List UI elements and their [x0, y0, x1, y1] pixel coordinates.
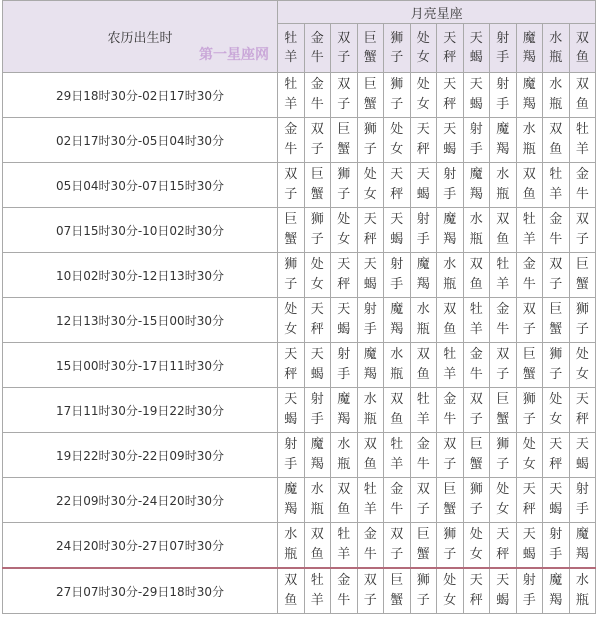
birth-time-range: 17日11时30分-19日22时30分: [3, 388, 278, 433]
moon-sign-cell: 狮 子: [569, 298, 596, 343]
moon-sign-cell: 天 蝎: [384, 208, 411, 253]
moon-sign-cell: 处 女: [304, 253, 331, 298]
moon-sign-cell: 魔 羯: [278, 478, 305, 523]
moon-sign-cell: 天 蝎: [516, 523, 543, 569]
moon-sign-cell: 处 女: [410, 73, 437, 118]
moon-sign-cell: 巨 蟹: [357, 73, 384, 118]
sign-header-cell: 天 蝎: [463, 24, 490, 73]
moon-sign-cell: 魔 羯: [516, 73, 543, 118]
moon-sign-cell: 水 瓶: [569, 568, 596, 614]
moon-sign-cell: 巨 蟹: [384, 568, 411, 614]
moon-sign-cell: 金 牛: [569, 163, 596, 208]
moon-sign-cell: 狮 子: [331, 163, 358, 208]
birth-time-range: 27日07时30分-29日18时30分: [3, 568, 278, 614]
moon-sign-cell: 魔 羯: [437, 208, 464, 253]
table-row: [3, 253, 596, 298]
moon-sign-cell: 狮 子: [463, 478, 490, 523]
moon-sign-cell: 双 鱼: [490, 208, 517, 253]
moon-sign-cell: 双 鱼: [384, 388, 411, 433]
moon-sign-cell: 天 蝎: [543, 478, 570, 523]
moon-sign-cell: 魔 羯: [463, 163, 490, 208]
time-column-header: [3, 1, 278, 73]
moon-sign-cell: 天 秤: [384, 163, 411, 208]
sign-header-cell: 狮 子: [384, 24, 411, 73]
moon-sign-cell: 双 鱼: [304, 523, 331, 569]
moon-sign-cell: 天 秤: [331, 253, 358, 298]
moon-sign-cell: 魔 羯: [543, 568, 570, 614]
moon-sign-cell: 牡 羊: [357, 478, 384, 523]
moon-sign-cell: 巨 蟹: [543, 298, 570, 343]
table-row: [3, 523, 596, 569]
moon-sign-cell: 水 瓶: [357, 388, 384, 433]
moon-sign-cell: 射 手: [384, 253, 411, 298]
moon-sign-cell: 双 子: [304, 118, 331, 163]
moon-sign-cell: 水 瓶: [410, 298, 437, 343]
moon-sign-cell: 金 牛: [437, 388, 464, 433]
moon-sign-cell: 牡 羊: [516, 208, 543, 253]
table-row: [3, 388, 596, 433]
sign-header-cell: 巨 蟹: [357, 24, 384, 73]
moon-sign-cell: 巨 蟹: [331, 118, 358, 163]
moon-sign-cell: 水 瓶: [331, 433, 358, 478]
moon-sign-cell: 双 鱼: [543, 118, 570, 163]
moon-sign-table: [2, 0, 596, 614]
birth-time-range: 19日22时30分-22日09时30分: [3, 433, 278, 478]
table-row: [3, 298, 596, 343]
moon-sign-cell: 水 瓶: [543, 73, 570, 118]
moon-sign-cell: 水 瓶: [437, 253, 464, 298]
moon-sign-cell: 牡 羊: [384, 433, 411, 478]
moon-sign-cell: 天 秤: [490, 523, 517, 569]
moon-sign-cell: 金 牛: [463, 343, 490, 388]
moon-sign-cell: 天 蝎: [410, 163, 437, 208]
moon-sign-cell: 处 女: [278, 298, 305, 343]
moon-sign-cell: 处 女: [437, 568, 464, 614]
moon-sign-cell: 天 秤: [357, 208, 384, 253]
table-row: [3, 118, 596, 163]
moon-sign-cell: 牡 羊: [304, 568, 331, 614]
sign-header-cell: 水 瓶: [543, 24, 570, 73]
moon-sign-cell: 天 蝎: [569, 433, 596, 478]
moon-sign-cell: 双 鱼: [331, 478, 358, 523]
table-row: [3, 73, 596, 118]
moon-sign-cell: 巨 蟹: [463, 433, 490, 478]
moon-sign-cell: 狮 子: [437, 523, 464, 569]
sign-header-cell: 魔 羯: [516, 24, 543, 73]
moon-sign-cell: 水 瓶: [384, 343, 411, 388]
moon-sign-cell: 射 手: [357, 298, 384, 343]
moon-sign-cell: 双 子: [357, 568, 384, 614]
moon-sign-cell: 天 秤: [437, 73, 464, 118]
table-row: [3, 208, 596, 253]
moon-sign-cell: 天 秤: [304, 298, 331, 343]
moon-sign-cell: 处 女: [516, 433, 543, 478]
moon-sign-cell: 射 手: [410, 208, 437, 253]
moon-sign-cell: 狮 子: [384, 73, 411, 118]
moon-sign-cell: 双 鱼: [357, 433, 384, 478]
moon-sign-cell: 双 子: [384, 523, 411, 569]
moon-sign-cell: 金 牛: [410, 433, 437, 478]
table-row: [3, 343, 596, 388]
moon-sign-cell: 金 牛: [543, 208, 570, 253]
moon-sign-cell: 射 手: [437, 163, 464, 208]
moon-sign-cell: 双 鱼: [569, 73, 596, 118]
moon-sign-cell: 天 蝎: [490, 568, 517, 614]
moon-sign-cell: 金 牛: [384, 478, 411, 523]
moon-sign-cell: 处 女: [357, 163, 384, 208]
sign-header-cell: 处 女: [410, 24, 437, 73]
moon-sign-cell: 牡 羊: [410, 388, 437, 433]
moon-sign-cell: 双 鱼: [516, 163, 543, 208]
birth-time-range: 24日20时30分-27日07时30分: [3, 523, 278, 569]
moon-sign-cell: 狮 子: [543, 343, 570, 388]
moon-sign-cell: 天 秤: [516, 478, 543, 523]
moon-sign-cell: 射 手: [278, 433, 305, 478]
moon-sign-cell: 天 蝎: [331, 298, 358, 343]
table-row: [3, 478, 596, 523]
moon-sign-cell: 牡 羊: [331, 523, 358, 569]
moon-sign-cell: 射 手: [331, 343, 358, 388]
moon-sign-cell: 射 手: [463, 118, 490, 163]
time-column-label: 农历出生时: [107, 31, 173, 46]
moon-sign-cell: 狮 子: [516, 388, 543, 433]
moon-sign-cell: 狮 子: [304, 208, 331, 253]
moon-sign-cell: 处 女: [331, 208, 358, 253]
moon-sign-cell: 牡 羊: [463, 298, 490, 343]
moon-sign-cell: 狮 子: [278, 253, 305, 298]
sign-header-cell: 天 秤: [437, 24, 464, 73]
moon-sign-cell: 牡 羊: [569, 118, 596, 163]
moon-sign-cell: 双 鱼: [437, 298, 464, 343]
moon-sign-cell: 巨 蟹: [437, 478, 464, 523]
moon-sign-cell: 双 子: [490, 343, 517, 388]
moon-sign-cell: 水 瓶: [490, 163, 517, 208]
moon-sign-cell: 牡 羊: [490, 253, 517, 298]
table-row: [3, 568, 596, 614]
moon-sign-cell: 天 蝎: [357, 253, 384, 298]
moon-sign-cell: 狮 子: [490, 433, 517, 478]
moon-sign-cell: 处 女: [463, 523, 490, 569]
moon-sign-cell: 双 子: [463, 388, 490, 433]
birth-time-range: 15日00时30分-17日11时30分: [3, 343, 278, 388]
birth-time-range: 10日02时30分-12日13时30分: [3, 253, 278, 298]
moon-sign-cell: 双 子: [331, 73, 358, 118]
moon-sign-cell: 天 秤: [543, 433, 570, 478]
moon-sign-cell: 金 牛: [357, 523, 384, 569]
watermark-text: 第一星座网: [199, 47, 269, 63]
moon-sign-cell: 牡 羊: [437, 343, 464, 388]
moon-sign-cell: 双 子: [410, 478, 437, 523]
moon-sign-cell: 狮 子: [357, 118, 384, 163]
moon-sign-cell: 双 鱼: [278, 568, 305, 614]
moon-sign-cell: 水 瓶: [304, 478, 331, 523]
table-row: [3, 163, 596, 208]
moon-sign-cell: 魔 羯: [304, 433, 331, 478]
moon-sign-cell: 巨 蟹: [490, 388, 517, 433]
moon-sign-cell: 处 女: [384, 118, 411, 163]
moon-sign-cell: 狮 子: [410, 568, 437, 614]
moon-sign-cell: 牡 羊: [543, 163, 570, 208]
moon-sign-cell: 天 蝎: [304, 343, 331, 388]
moon-sign-header: 月亮星座: [278, 1, 596, 24]
moon-sign-cell: 双 鱼: [463, 253, 490, 298]
moon-sign-cell: 金 牛: [331, 568, 358, 614]
moon-sign-cell: 双 鱼: [410, 343, 437, 388]
moon-sign-cell: 水 瓶: [278, 523, 305, 569]
moon-sign-cell: 天 秤: [463, 568, 490, 614]
birth-time-range: 29日18时30分-02日17时30分: [3, 73, 278, 118]
moon-sign-cell: 射 手: [543, 523, 570, 569]
moon-sign-cell: 巨 蟹: [516, 343, 543, 388]
birth-time-range: 07日15时30分-10日02时30分: [3, 208, 278, 253]
sign-header-cell: 双 子: [331, 24, 358, 73]
moon-sign-cell: 处 女: [490, 478, 517, 523]
moon-sign-cell: 巨 蟹: [569, 253, 596, 298]
moon-sign-cell: 双 子: [569, 208, 596, 253]
moon-sign-cell: 天 秤: [410, 118, 437, 163]
moon-sign-cell: 双 子: [437, 433, 464, 478]
moon-sign-cell: 射 手: [304, 388, 331, 433]
moon-sign-cell: 金 牛: [278, 118, 305, 163]
moon-sign-cell: 射 手: [490, 73, 517, 118]
sign-header-cell: 金 牛: [304, 24, 331, 73]
moon-sign-cell: 魔 羯: [384, 298, 411, 343]
moon-sign-cell: 巨 蟹: [278, 208, 305, 253]
sign-header-cell: 牡 羊: [278, 24, 305, 73]
moon-sign-cell: 天 秤: [569, 388, 596, 433]
moon-sign-cell: 魔 羯: [331, 388, 358, 433]
sign-header-cell: 射 手: [490, 24, 517, 73]
moon-sign-cell: 双 子: [278, 163, 305, 208]
moon-sign-cell: 金 牛: [490, 298, 517, 343]
moon-sign-table-container: [2, 0, 598, 614]
moon-sign-cell: 魔 羯: [410, 253, 437, 298]
birth-time-range: 02日17时30分-05日04时30分: [3, 118, 278, 163]
moon-sign-cell: 水 瓶: [463, 208, 490, 253]
moon-sign-cell: 天 秤: [278, 343, 305, 388]
moon-sign-cell: 金 牛: [516, 253, 543, 298]
moon-sign-cell: 金 牛: [304, 73, 331, 118]
moon-sign-cell: 魔 羯: [490, 118, 517, 163]
moon-sign-cell: 射 手: [569, 478, 596, 523]
moon-sign-cell: 双 子: [543, 253, 570, 298]
birth-time-range: 22日09时30分-24日20时30分: [3, 478, 278, 523]
moon-sign-cell: 天 蝎: [463, 73, 490, 118]
birth-time-range: 12日13时30分-15日00时30分: [3, 298, 278, 343]
table-row: [3, 433, 596, 478]
moon-sign-cell: 牡 羊: [278, 73, 305, 118]
table-body: [3, 73, 596, 614]
moon-sign-cell: 水 瓶: [516, 118, 543, 163]
moon-sign-cell: 处 女: [569, 343, 596, 388]
moon-sign-cell: 魔 羯: [357, 343, 384, 388]
moon-sign-cell: 天 蝎: [437, 118, 464, 163]
sign-header-cell: 双 鱼: [569, 24, 596, 73]
moon-sign-cell: 处 女: [543, 388, 570, 433]
moon-sign-cell: 巨 蟹: [410, 523, 437, 569]
moon-sign-cell: 天 蝎: [278, 388, 305, 433]
moon-sign-cell: 魔 羯: [569, 523, 596, 569]
moon-sign-cell: 射 手: [516, 568, 543, 614]
moon-sign-cell: 巨 蟹: [304, 163, 331, 208]
moon-sign-cell: 双 子: [516, 298, 543, 343]
birth-time-range: 05日04时30分-07日15时30分: [3, 163, 278, 208]
